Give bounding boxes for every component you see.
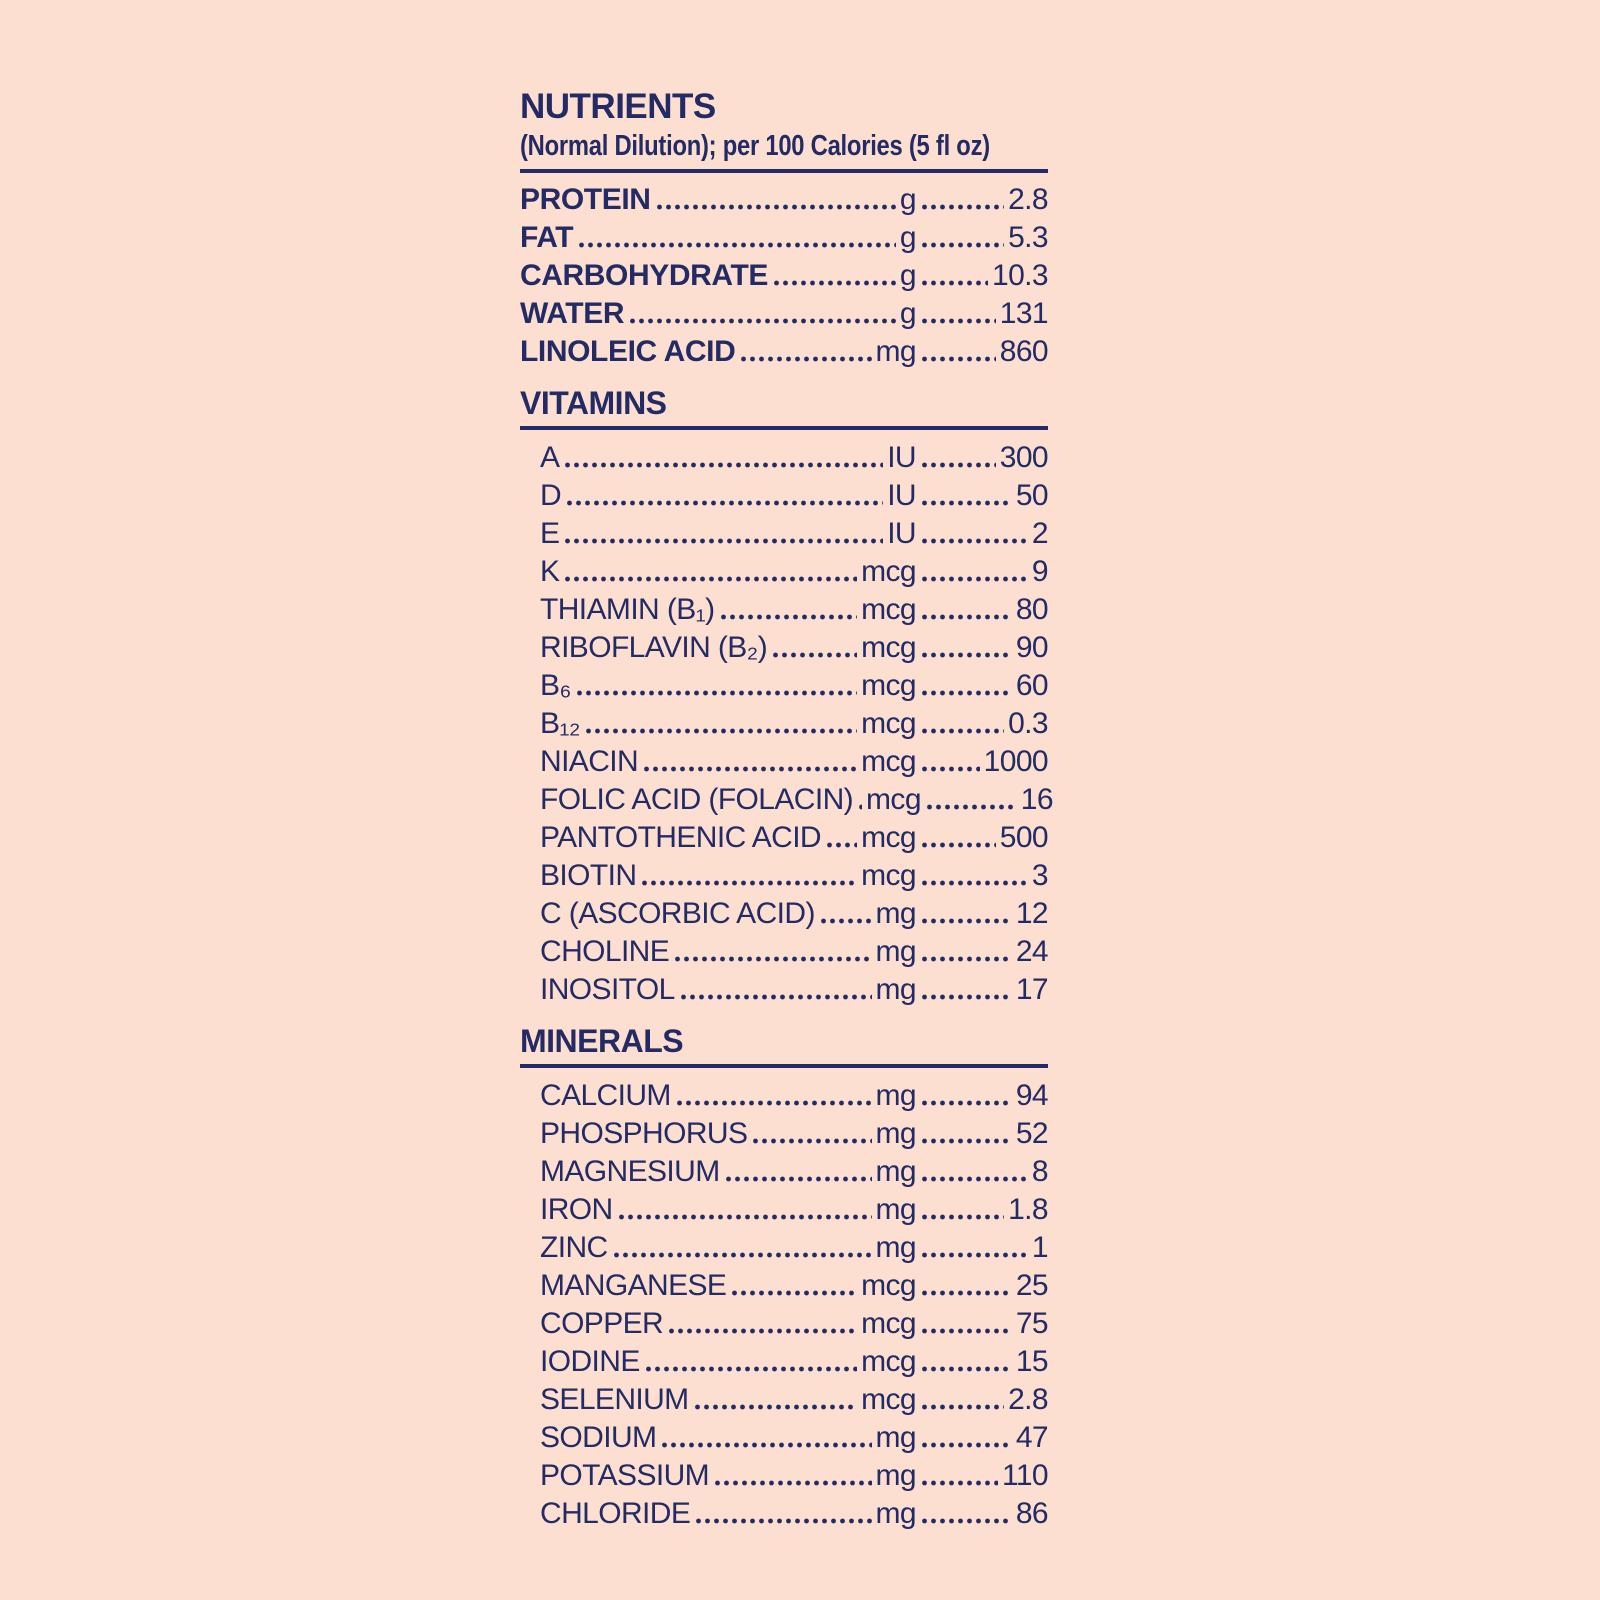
- dot-leader: [563, 538, 883, 544]
- nutrient-name: RIBOFLAVIN (B₂): [540, 631, 768, 664]
- dot-leader: [920, 766, 980, 772]
- dot-leader: [819, 918, 872, 924]
- dot-leader: [771, 652, 857, 658]
- section-header-minerals: MINERALS: [520, 1013, 1048, 1068]
- label-subtitle: (Normal Dilution); per 100 Calories (5 fl oz): [520, 130, 990, 162]
- nutrient-value: 90: [1015, 631, 1048, 664]
- dot-leader: [612, 1252, 872, 1258]
- nutrient-row: [520, 855, 1048, 893]
- dot-leader: [920, 1518, 1012, 1524]
- nutrient-unit: g: [899, 183, 916, 216]
- nutrient-unit: mcg: [861, 555, 916, 588]
- nutrient-name: CARBOHYDRATE: [520, 259, 768, 292]
- nutrient-row: [520, 1379, 1048, 1417]
- nutrient-unit: mcg: [861, 1269, 916, 1302]
- dot-leader: [920, 500, 1012, 506]
- nutrient-unit: mcg: [861, 1345, 916, 1378]
- dot-leader: [825, 842, 857, 848]
- nutrient-unit: IU: [887, 479, 916, 512]
- nutrient-name: E: [540, 517, 560, 550]
- nutrient-unit: mg: [875, 335, 916, 368]
- nutrient-row: [520, 1227, 1048, 1265]
- nutrient-unit: mg: [875, 1117, 916, 1150]
- nutrient-value: 10.3: [992, 259, 1048, 292]
- dot-leader: [920, 318, 996, 324]
- dot-leader: [920, 1176, 1028, 1182]
- section-macronutrients: [520, 179, 1048, 369]
- dot-leader: [920, 1138, 1012, 1144]
- dot-leader: [920, 956, 1012, 962]
- dot-leader: [920, 576, 1028, 582]
- nutrient-unit: IU: [887, 517, 916, 550]
- nutrient-unit: mcg: [861, 745, 916, 778]
- nutrient-unit: mcg: [861, 1307, 916, 1340]
- nutrient-value: 1000: [983, 745, 1048, 778]
- nutrient-unit: mg: [875, 1497, 916, 1530]
- nutrient-value: 15: [1015, 1345, 1048, 1378]
- dot-leader: [675, 1100, 872, 1106]
- section-header-vitamins: VITAMINS: [520, 375, 1048, 430]
- nutrient-row: [520, 1417, 1048, 1455]
- dot-leader: [563, 576, 857, 582]
- nutrient-unit: mcg: [866, 783, 921, 816]
- nutrient-unit: mcg: [861, 821, 916, 854]
- nutrient-name: INOSITOL: [540, 973, 675, 1006]
- dot-leader: [920, 1480, 998, 1486]
- row-tail: [916, 296, 1048, 331]
- nutrient-row: [520, 217, 1048, 255]
- nutrient-name: POTASSIUM: [540, 1459, 710, 1492]
- nutrient-row: [520, 551, 1048, 589]
- dot-leader: [920, 1366, 1012, 1372]
- nutrient-value: 110: [1001, 1459, 1048, 1492]
- row-tail: [916, 220, 1048, 255]
- dot-leader: [751, 1138, 871, 1144]
- nutrient-name: LINOLEIC ACID: [520, 335, 736, 368]
- nutrient-value: 1.8: [1008, 1193, 1048, 1226]
- nutrient-value: 500: [999, 821, 1048, 854]
- row-tail: [916, 182, 1048, 217]
- nutrient-value: 24: [1015, 935, 1048, 968]
- dot-leader: [920, 652, 1012, 658]
- dot-leader: [920, 242, 1004, 248]
- nutrient-value: 860: [999, 335, 1048, 368]
- row-tail: [916, 744, 1048, 779]
- nutrient-unit: mg: [875, 1155, 916, 1188]
- row-tail: [916, 478, 1048, 513]
- dot-leader: [724, 1176, 872, 1182]
- dot-leader: [920, 1290, 1012, 1296]
- nutrient-name: A: [540, 441, 560, 474]
- row-tail: [916, 1230, 1048, 1265]
- dot-leader: [563, 462, 883, 468]
- nutrient-name: IRON: [540, 1193, 613, 1226]
- row-tail: [916, 1268, 1048, 1303]
- row-tail: [916, 1306, 1048, 1341]
- nutrient-name: WATER: [520, 297, 625, 330]
- nutrient-row: [520, 1113, 1048, 1151]
- nutrient-row: [520, 741, 1048, 779]
- dot-leader: [920, 538, 1028, 544]
- dot-leader: [920, 880, 1028, 886]
- row-tail: [916, 1078, 1048, 1113]
- nutrient-value: 94: [1015, 1079, 1048, 1112]
- row-tail: [916, 1458, 1048, 1493]
- nutrient-name: SELENIUM: [540, 1383, 689, 1416]
- nutrient-row: [520, 1341, 1048, 1379]
- dot-leader: [739, 356, 871, 362]
- nutrient-unit: mg: [875, 1459, 916, 1492]
- row-tail: [916, 1496, 1048, 1531]
- row-tail: [916, 972, 1048, 1007]
- row-tail: [916, 858, 1048, 893]
- row-tail: [916, 1344, 1048, 1379]
- nutrient-value: 86: [1015, 1497, 1048, 1530]
- nutrient-row: [520, 1303, 1048, 1341]
- nutrient-row: [520, 589, 1048, 627]
- dot-leader: [655, 204, 896, 210]
- dot-leader: [920, 1252, 1028, 1258]
- nutrient-unit: mcg: [861, 859, 916, 892]
- nutrient-value: 300: [999, 441, 1048, 474]
- dot-leader: [565, 500, 883, 506]
- dot-leader: [920, 614, 1012, 620]
- nutrient-value: 2.8: [1008, 1383, 1048, 1416]
- dot-leader: [925, 804, 1017, 810]
- nutrient-name: B₁₂: [540, 707, 580, 740]
- dot-leader: [920, 728, 1004, 734]
- row-tail: [916, 934, 1048, 969]
- dot-leader: [920, 690, 1012, 696]
- dot-leader: [920, 1214, 1004, 1220]
- nutrient-unit: mg: [875, 1421, 916, 1454]
- dot-leader: [920, 462, 996, 468]
- nutrient-value: 16: [1020, 783, 1053, 816]
- nutrient-name: C (ASCORBIC ACID): [540, 897, 815, 930]
- nutrient-row: [520, 179, 1048, 217]
- row-tail: [916, 516, 1048, 551]
- nutrient-row: [520, 513, 1048, 551]
- nutrition-label: [520, 86, 1053, 1531]
- nutrient-unit: mcg: [861, 707, 916, 740]
- row-tail: [916, 820, 1048, 855]
- nutrient-unit: g: [899, 297, 916, 330]
- nutrient-name: NIACIN: [540, 745, 639, 778]
- dot-leader: [920, 1328, 1012, 1334]
- nutrient-row: [520, 969, 1048, 1007]
- nutrient-row: [520, 1189, 1048, 1227]
- label-title: NUTRIENTS: [520, 87, 716, 126]
- nutrient-name: D: [540, 479, 562, 512]
- nutrient-unit: mg: [875, 973, 916, 1006]
- nutrient-row: [520, 817, 1048, 855]
- nutrient-name: CALCIUM: [540, 1079, 671, 1112]
- nutrient-name: SODIUM: [540, 1421, 657, 1454]
- dot-leader: [920, 1100, 1012, 1106]
- nutrient-name: MAGNESIUM: [540, 1155, 720, 1188]
- nutrient-value: 1: [1031, 1231, 1048, 1264]
- nutrient-value: 12: [1015, 897, 1048, 930]
- dot-leader: [642, 766, 857, 772]
- nutrient-row: [520, 1493, 1048, 1531]
- nutrient-unit: mg: [875, 1079, 916, 1112]
- nutrient-sections: [520, 179, 1053, 1531]
- row-tail: [916, 440, 1048, 475]
- nutrient-row: [520, 703, 1048, 741]
- section-vitamins: [520, 375, 1053, 1007]
- nutrient-unit: mg: [875, 1231, 916, 1264]
- nutrient-name: MANGANESE: [540, 1269, 727, 1302]
- nutrient-name: K: [540, 555, 560, 588]
- nutrient-row: [520, 475, 1048, 513]
- dot-leader: [584, 728, 857, 734]
- row-tail: [916, 334, 1048, 369]
- dot-leader: [772, 280, 896, 286]
- nutrient-name: B₆: [540, 669, 571, 702]
- nutrient-name: COPPER: [540, 1307, 664, 1340]
- nutrient-unit: mcg: [861, 1383, 916, 1416]
- nutrient-value: 2: [1031, 517, 1048, 550]
- nutrient-row: [520, 331, 1048, 369]
- dot-leader: [694, 1518, 871, 1524]
- dot-leader: [575, 690, 857, 696]
- label-header: [520, 86, 1048, 173]
- nutrient-row: [520, 893, 1048, 931]
- nutrient-value: 2.8: [1008, 183, 1048, 216]
- nutrient-row: [520, 1075, 1048, 1113]
- dot-leader: [920, 918, 1012, 924]
- dot-leader: [679, 994, 872, 1000]
- dot-leader: [693, 1404, 858, 1410]
- row-tail: [916, 896, 1048, 931]
- dot-leader: [660, 1442, 871, 1448]
- dot-leader: [628, 318, 896, 324]
- row-tail: [916, 258, 1048, 293]
- nutrient-name: CHLORIDE: [540, 1497, 691, 1530]
- dot-leader: [730, 1290, 857, 1296]
- dot-leader: [920, 204, 1004, 210]
- section-minerals: [520, 1013, 1048, 1531]
- nutrient-unit: mg: [875, 1193, 916, 1226]
- nutrient-name: PROTEIN: [520, 183, 651, 216]
- nutrient-value: 75: [1015, 1307, 1048, 1340]
- nutrient-unit: mg: [875, 897, 916, 930]
- nutrient-unit: g: [899, 259, 916, 292]
- dot-leader: [920, 1442, 1012, 1448]
- dot-leader: [920, 994, 1012, 1000]
- dot-leader: [857, 804, 862, 810]
- row-tail: [916, 592, 1048, 627]
- nutrient-value: 80: [1015, 593, 1048, 626]
- nutrient-row: [520, 1455, 1048, 1493]
- nutrient-value: 60: [1015, 669, 1048, 702]
- dot-leader: [920, 842, 996, 848]
- dot-leader: [617, 1214, 872, 1220]
- nutrient-name: CHOLINE: [540, 935, 670, 968]
- dot-leader: [713, 1480, 871, 1486]
- nutrient-name: PANTOTHENIC ACID: [540, 821, 821, 854]
- nutrient-name: FAT: [520, 221, 574, 254]
- nutrient-row: [520, 1151, 1048, 1189]
- dot-leader: [667, 1328, 857, 1334]
- nutrient-value: 5.3: [1008, 221, 1048, 254]
- nutrient-name: PHOSPHORUS: [540, 1117, 748, 1150]
- nutrient-unit: mg: [875, 935, 916, 968]
- nutrient-row: [520, 627, 1048, 665]
- dot-leader: [920, 1404, 1004, 1410]
- nutrient-row: [520, 437, 1048, 475]
- nutrient-row: [520, 665, 1048, 703]
- nutrient-name: BIOTIN: [540, 859, 637, 892]
- dot-leader: [719, 614, 858, 620]
- nutrient-value: 50: [1015, 479, 1048, 512]
- row-tail: [916, 668, 1048, 703]
- row-tail: [921, 782, 1053, 817]
- nutrient-name: THIAMIN (B₁): [540, 593, 715, 626]
- nutrient-unit: mcg: [861, 669, 916, 702]
- nutrient-unit: IU: [887, 441, 916, 474]
- row-tail: [916, 1116, 1048, 1151]
- nutrient-value: 8: [1031, 1155, 1048, 1188]
- nutrient-value: 3: [1031, 859, 1048, 892]
- dot-leader: [644, 1366, 857, 1372]
- nutrient-value: 25: [1015, 1269, 1048, 1302]
- nutrient-value: 9: [1031, 555, 1048, 588]
- nutrient-value: 17: [1015, 973, 1048, 1006]
- dot-leader: [920, 356, 996, 362]
- nutrient-row: [520, 1265, 1048, 1303]
- nutrient-name: FOLIC ACID (FOLACIN): [540, 783, 854, 816]
- nutrient-row: [520, 255, 1048, 293]
- dot-leader: [920, 280, 988, 286]
- nutrient-value: 131: [999, 297, 1048, 330]
- row-tail: [916, 630, 1048, 665]
- row-tail: [916, 1154, 1048, 1189]
- nutrient-unit: mcg: [861, 631, 916, 664]
- row-tail: [916, 1420, 1048, 1455]
- nutrient-row: [520, 931, 1048, 969]
- nutrient-row: [520, 293, 1048, 331]
- nutrient-value: 52: [1015, 1117, 1048, 1150]
- row-tail: [916, 554, 1048, 589]
- nutrient-unit: g: [899, 221, 916, 254]
- nutrient-row: [520, 779, 1053, 817]
- row-tail: [916, 1192, 1048, 1227]
- nutrient-name: IODINE: [540, 1345, 640, 1378]
- row-tail: [916, 706, 1048, 741]
- nutrient-value: 47: [1015, 1421, 1048, 1454]
- nutrient-unit: mcg: [861, 593, 916, 626]
- dot-leader: [577, 242, 896, 248]
- dot-leader: [640, 880, 857, 886]
- nutrient-name: ZINC: [540, 1231, 608, 1264]
- nutrient-value: 0.3: [1008, 707, 1048, 740]
- row-tail: [916, 1382, 1048, 1417]
- dot-leader: [673, 956, 871, 962]
